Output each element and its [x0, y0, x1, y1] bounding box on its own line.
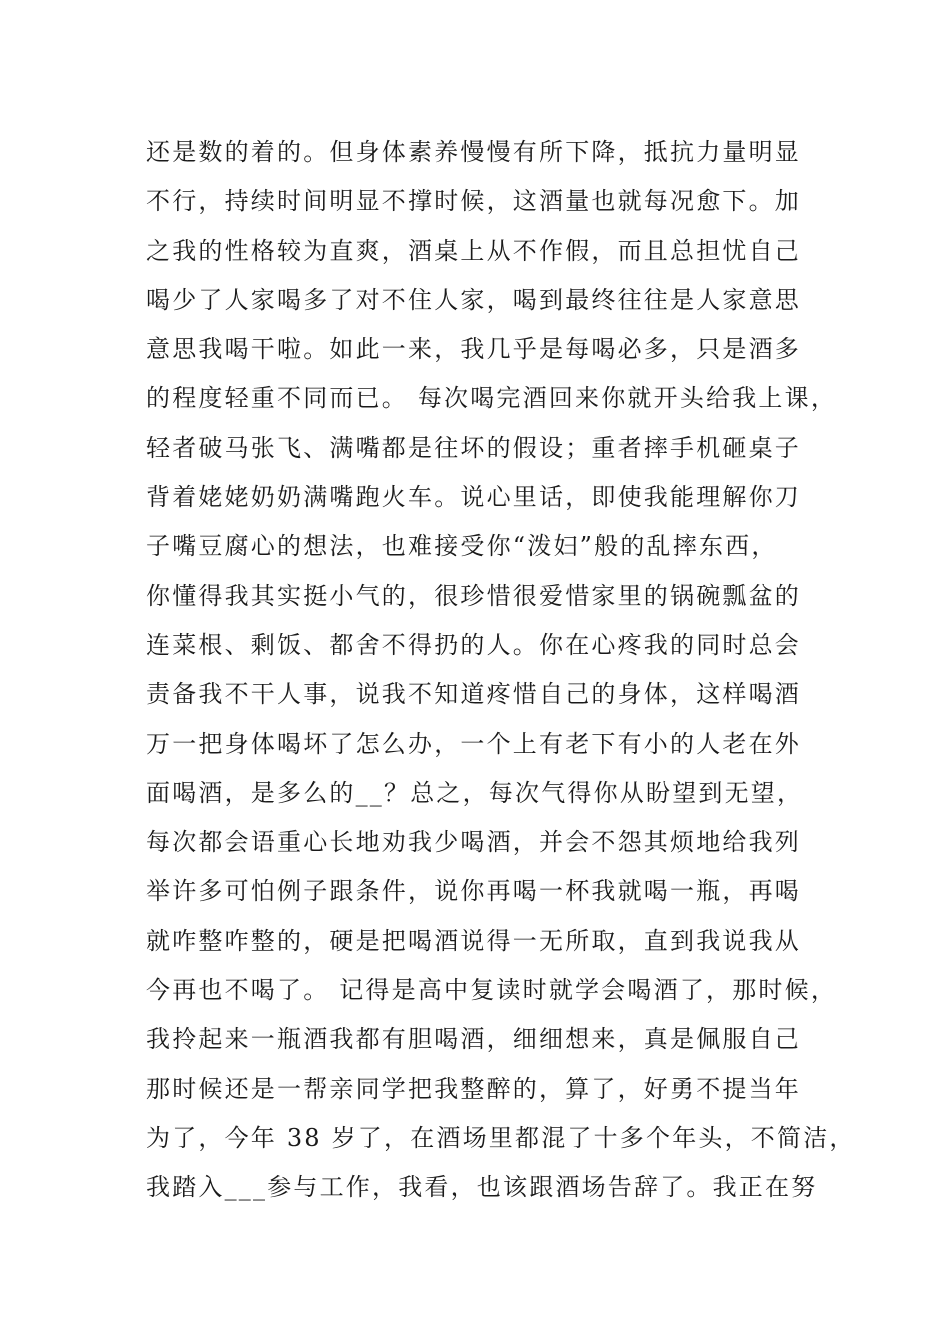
text-line: 就咋整咋整的，硬是把喝酒说得一无所取，直到我说我从	[146, 926, 801, 955]
text-line: 连菜根、剩饭、都舍不得扔的人。你在心疼我的同时总会	[146, 630, 801, 659]
text-line: 今再也不喝了。 记得是高中复读时就学会喝酒了，那时候，	[146, 976, 838, 1005]
text-line: 的程度轻重不同而已。 每次喝完酒回来你就开头给我上课，	[146, 384, 838, 413]
text-line: 万一把身体喝坏了怎么办，一个上有老下有小的人老在外	[146, 729, 801, 758]
text-line: 举许多可怕例子跟条件，说你再喝一杯我就喝一瓶，再喝	[146, 877, 801, 906]
text-line: 轻者破马张飞、满嘴都是往坏的假设；重者摔手机砸桌子	[146, 433, 801, 462]
text-line: 面喝酒，是多么的__？总之，每次气得你从盼望到无望，	[146, 778, 804, 807]
text-line: 喝少了人家喝多了对不住人家，喝到最终往往是人家意思	[146, 285, 801, 314]
text-line: 背着姥姥奶奶满嘴跑火车。说心里话，即使我能理解你刀	[146, 483, 801, 512]
text-line: 责备我不干人事，说我不知道疼惜自己的身体，这样喝酒	[146, 680, 801, 709]
text-line: 你懂得我其实挺小气的，很珍惜很爱惜家里的锅碗瓢盆的	[146, 581, 801, 610]
text-line: 还是数的着的。但身体素养慢慢有所下降，抵抗力量明显	[146, 138, 801, 166]
text-line: 我拎起来一瓶酒我都有胆喝酒，细细想来，真是佩服自己	[146, 1025, 801, 1054]
text-line: 我踏入___参与工作，我看，也该跟酒场告辞了。我正在努	[146, 1173, 818, 1202]
text-line: 之我的性格较为直爽，酒桌上从不作假，而且总担忧自己	[146, 236, 801, 265]
text-line: 子嘴豆腐心的想法，也难接受你“泼妇”般的乱摔东西，	[146, 532, 778, 561]
body-text	[146, 128, 856, 1213]
text-line: 那时候还是一帮亲同学把我整醉的，算了，好勇不提当年	[146, 1074, 801, 1103]
text-line: 意思我喝干啦。如此一来，我几乎是每喝必多，只是酒多	[146, 335, 801, 364]
text-line: 不行，持续时间明显不撑时候，这酒量也就每况愈下。加	[146, 187, 801, 216]
text-line: 为了，今年 38 岁了，在酒场里都混了十多个年头，不简洁，	[146, 1123, 856, 1152]
text-line: 每次都会语重心长地劝我少喝酒，并会不怨其烦地给我列	[146, 828, 801, 857]
